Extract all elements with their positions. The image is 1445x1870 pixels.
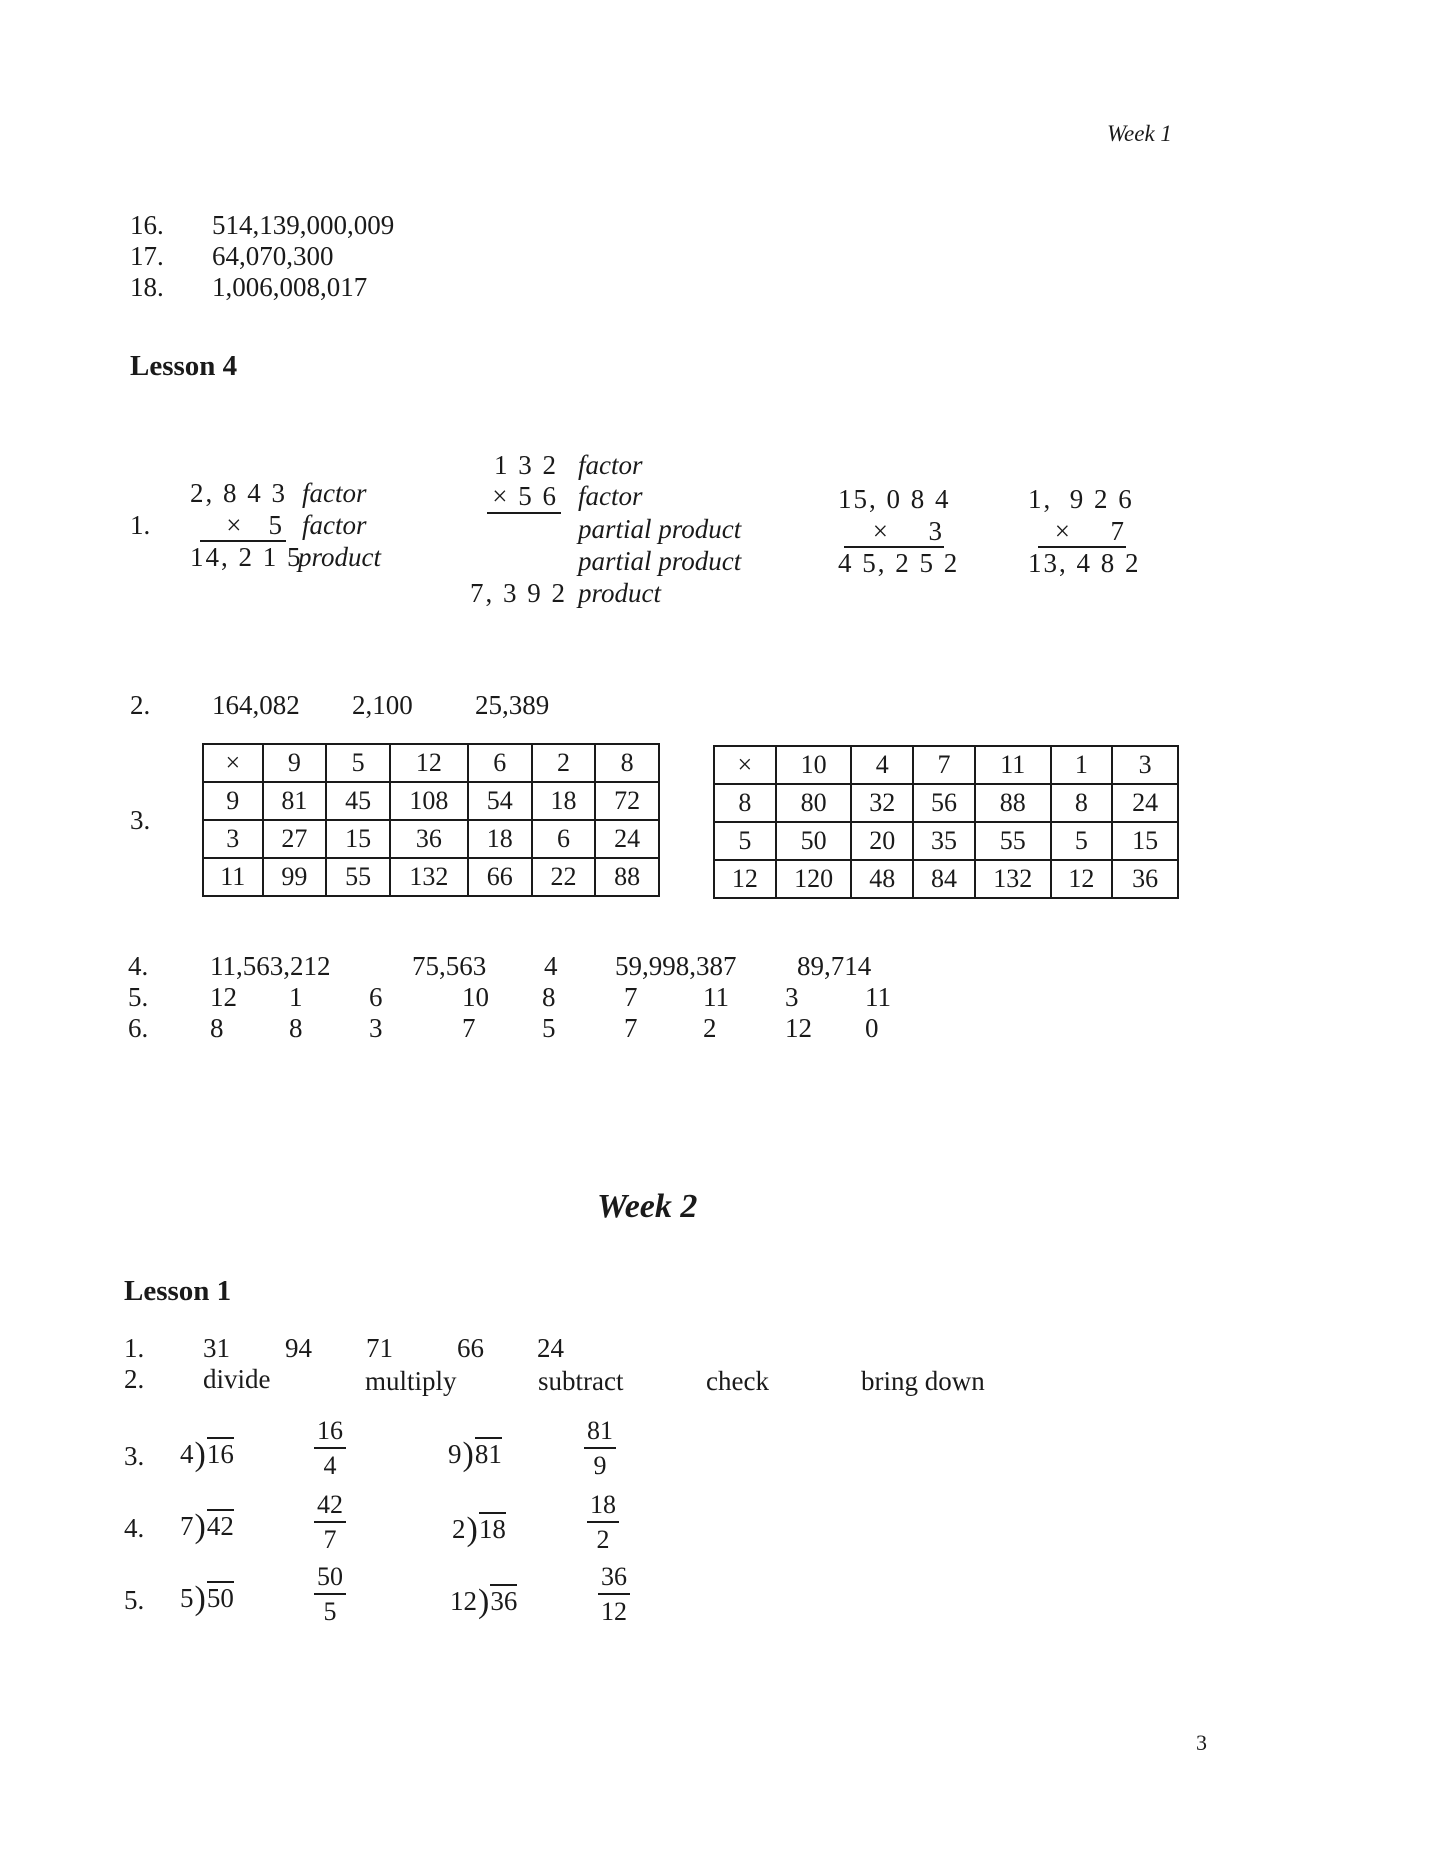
- numerator: 50: [317, 1562, 343, 1591]
- divisor: 12: [450, 1586, 477, 1616]
- table-header-cell: 3: [203, 820, 263, 858]
- table-cell: 36: [1112, 860, 1178, 898]
- fraction: [587, 1492, 619, 1553]
- answer: 164,082: [212, 690, 300, 720]
- question-number: 6.: [128, 1013, 149, 1043]
- answer: 7: [462, 1013, 476, 1043]
- answer: 66: [457, 1333, 484, 1363]
- lesson-heading: Lesson 4: [130, 350, 238, 382]
- product-rule: [487, 512, 561, 514]
- division-bracket: ): [466, 1511, 478, 1548]
- division-bracket: ): [478, 1583, 490, 1620]
- factor-top: 15, 0 8 4: [838, 484, 951, 514]
- division-bracket: ): [194, 1508, 206, 1545]
- divisor: 2: [452, 1514, 466, 1544]
- table-row: [203, 820, 659, 858]
- answer: 5: [542, 1013, 556, 1043]
- table-cell: 132: [975, 860, 1051, 898]
- answer: 4: [544, 951, 558, 981]
- numerator: 42: [317, 1490, 343, 1519]
- table-cell: 55: [326, 858, 390, 896]
- answer: 59,998,387: [615, 951, 737, 981]
- answer: 11: [703, 982, 729, 1012]
- table-header-cell: 6: [468, 744, 532, 782]
- answer: 7: [624, 1013, 638, 1043]
- question-number: 4.: [128, 951, 149, 981]
- factor-top: 2, 8 4 3: [190, 478, 287, 508]
- table-cell: 120: [776, 860, 852, 898]
- table-header-cell: 4: [851, 746, 913, 784]
- table-header-cell: 12: [714, 860, 776, 898]
- divisor: 9: [448, 1439, 462, 1469]
- long-division: [448, 1436, 502, 1473]
- lesson-heading: Lesson 1: [124, 1275, 232, 1307]
- long-division: [180, 1508, 234, 1545]
- long-division: [452, 1511, 506, 1548]
- item-answer: 64,070,300: [212, 241, 334, 271]
- dividend: 16: [206, 1439, 234, 1469]
- table-cell: 72: [595, 782, 659, 820]
- numerator: 18: [590, 1490, 616, 1519]
- product-label: product: [298, 542, 381, 572]
- fraction: [314, 1492, 346, 1553]
- dividend: 42: [206, 1511, 234, 1541]
- answer: 3: [785, 982, 799, 1012]
- question-number: 3.: [124, 1441, 145, 1471]
- product-value: 4 5, 2 5 2: [838, 548, 960, 578]
- factor-label: factor: [578, 481, 643, 511]
- table-header-row: [714, 746, 1178, 784]
- table-cell: 5: [1051, 822, 1113, 860]
- table-cell: 18: [468, 820, 532, 858]
- item-answer: 1,006,008,017: [212, 272, 368, 302]
- answer: 89,714: [797, 951, 872, 981]
- factor-bottom: × 5: [226, 510, 282, 540]
- table-cell: 15: [326, 820, 390, 858]
- question-number: 1.: [124, 1333, 145, 1363]
- product-value: 13, 4 8 2: [1028, 548, 1141, 578]
- factor-top: 1 3 2: [494, 450, 558, 480]
- answer: 31: [203, 1333, 230, 1363]
- dividend: 81: [474, 1439, 502, 1469]
- partial-product-label: partial product: [578, 514, 742, 544]
- denominator: 12: [598, 1593, 630, 1625]
- answer: divide: [203, 1364, 271, 1394]
- item-answer: 514,139,000,009: [212, 210, 395, 240]
- answer: 0: [865, 1013, 879, 1043]
- table-cell: 45: [326, 782, 390, 820]
- table-cell: 66: [468, 858, 532, 896]
- question-number: 3.: [130, 805, 151, 835]
- answer: 25,389: [475, 690, 550, 720]
- table-cell: 6: [532, 820, 596, 858]
- table-header-cell: 5: [326, 744, 390, 782]
- item-number: 18.: [130, 272, 164, 302]
- table-header-cell: 9: [203, 782, 263, 820]
- table-cell: 15: [1112, 822, 1178, 860]
- table-header-row: [203, 744, 659, 782]
- product-value: 14, 2 1 5: [190, 542, 303, 572]
- fraction: [598, 1564, 630, 1625]
- answer: 71: [366, 1333, 393, 1363]
- table-header-cell: 3: [1112, 746, 1178, 784]
- table-header-cell: 10: [776, 746, 852, 784]
- table-row: [714, 822, 1178, 860]
- table-cell: 99: [263, 858, 327, 896]
- division-bracket: ): [194, 1436, 206, 1473]
- table-header-cell: 8: [595, 744, 659, 782]
- long-division: [450, 1583, 518, 1620]
- partial-product-label: partial product: [578, 546, 742, 576]
- table-cell: 8: [1051, 784, 1113, 822]
- divisor: 7: [180, 1511, 194, 1541]
- answer: 6: [369, 982, 383, 1012]
- product-label: product: [578, 578, 661, 608]
- answer: 8: [210, 1013, 224, 1043]
- table-row: [714, 784, 1178, 822]
- table-row: [203, 782, 659, 820]
- table-cell: 35: [913, 822, 975, 860]
- answer: 12: [785, 1013, 812, 1043]
- table-header-cell: ×: [714, 746, 776, 784]
- table-header-cell: 8: [714, 784, 776, 822]
- factor-top: 1, 9 2 6: [1028, 484, 1134, 514]
- table-cell: 22: [532, 858, 596, 896]
- table-row: [714, 860, 1178, 898]
- fraction: [584, 1418, 616, 1479]
- divisor: 5: [180, 1583, 194, 1613]
- answer: 3: [369, 1013, 383, 1043]
- dividend: 50: [206, 1583, 234, 1613]
- table-header-cell: 5: [714, 822, 776, 860]
- table-cell: 24: [1112, 784, 1178, 822]
- table-cell: 81: [263, 782, 327, 820]
- answer: 75,563: [412, 951, 487, 981]
- multiplication-table: [713, 745, 1179, 899]
- answer: subtract: [538, 1366, 624, 1396]
- division-bracket: ): [462, 1436, 474, 1473]
- table-cell: 84: [913, 860, 975, 898]
- numerator: 81: [587, 1416, 613, 1445]
- table-cell: 50: [776, 822, 852, 860]
- table-cell: 36: [390, 820, 468, 858]
- table-header-cell: 7: [913, 746, 975, 784]
- question-number: 4.: [124, 1513, 145, 1543]
- numerator: 16: [317, 1416, 343, 1445]
- factor-label: factor: [302, 510, 367, 540]
- table-header-cell: 1: [1051, 746, 1113, 784]
- page-number: 3: [1196, 1730, 1207, 1755]
- question-number: 2.: [130, 690, 151, 720]
- factor-bottom: × 7: [1054, 516, 1124, 546]
- table-header-cell: 11: [975, 746, 1051, 784]
- answer: 8: [289, 1013, 303, 1043]
- long-division: [180, 1580, 234, 1617]
- question-number: 5.: [124, 1585, 145, 1615]
- answer: 10: [462, 982, 489, 1012]
- table-cell: 55: [975, 822, 1051, 860]
- factor-bottom: × 5 6: [492, 481, 558, 511]
- item-number: 16.: [130, 210, 164, 240]
- table-row: [203, 858, 659, 896]
- table-header-cell: 11: [203, 858, 263, 896]
- week-heading: Week 2: [597, 1188, 698, 1225]
- answer: 2: [703, 1013, 717, 1043]
- table-cell: 56: [913, 784, 975, 822]
- denominator: 5: [314, 1593, 346, 1625]
- question-number: 2.: [124, 1364, 145, 1394]
- item-number: 17.: [130, 241, 164, 271]
- answer: 2,100: [352, 690, 413, 720]
- division-bracket: ): [194, 1580, 206, 1617]
- product-value: 7, 3 9 2: [470, 578, 567, 608]
- answer: 11: [865, 982, 891, 1012]
- answer: bring down: [861, 1366, 985, 1396]
- question-number: 5.: [128, 982, 149, 1012]
- table-cell: 88: [595, 858, 659, 896]
- fraction: [314, 1418, 346, 1479]
- dividend: 18: [478, 1514, 506, 1544]
- answer: 1: [289, 982, 303, 1012]
- denominator: 4: [314, 1447, 346, 1479]
- denominator: 2: [587, 1521, 619, 1553]
- long-division: [180, 1436, 234, 1473]
- table-cell: 80: [776, 784, 852, 822]
- running-header: Week 1: [1107, 121, 1172, 146]
- table-header-cell: 2: [532, 744, 596, 782]
- table-header-cell: 9: [263, 744, 327, 782]
- factor-label: factor: [302, 478, 367, 508]
- table-cell: 54: [468, 782, 532, 820]
- table-header-cell: ×: [203, 744, 263, 782]
- answer: 7: [624, 982, 638, 1012]
- multiplication-table: [202, 743, 660, 897]
- table-cell: 24: [595, 820, 659, 858]
- answer: 94: [285, 1333, 312, 1363]
- divisor: 4: [180, 1439, 194, 1469]
- answer: check: [706, 1366, 769, 1396]
- table-cell: 12: [1051, 860, 1113, 898]
- factor-bottom: × 3: [872, 516, 942, 546]
- answer: multiply: [365, 1366, 457, 1396]
- table-cell: 48: [851, 860, 913, 898]
- fraction: [314, 1564, 346, 1625]
- table-cell: 20: [851, 822, 913, 860]
- table-cell: 132: [390, 858, 468, 896]
- numerator: 36: [601, 1562, 627, 1591]
- answer: 24: [537, 1333, 564, 1363]
- question-number: 1.: [130, 510, 151, 540]
- answer: 11,563,212: [210, 951, 331, 981]
- answer: 12: [210, 982, 237, 1012]
- dividend: 36: [490, 1586, 518, 1616]
- denominator: 7: [314, 1521, 346, 1553]
- factor-label: factor: [578, 450, 643, 480]
- table-cell: 108: [390, 782, 468, 820]
- denominator: 9: [584, 1447, 616, 1479]
- table-cell: 18: [532, 782, 596, 820]
- table-cell: 27: [263, 820, 327, 858]
- table-cell: 88: [975, 784, 1051, 822]
- table-cell: 32: [851, 784, 913, 822]
- answer: 8: [542, 982, 556, 1012]
- table-header-cell: 12: [390, 744, 468, 782]
